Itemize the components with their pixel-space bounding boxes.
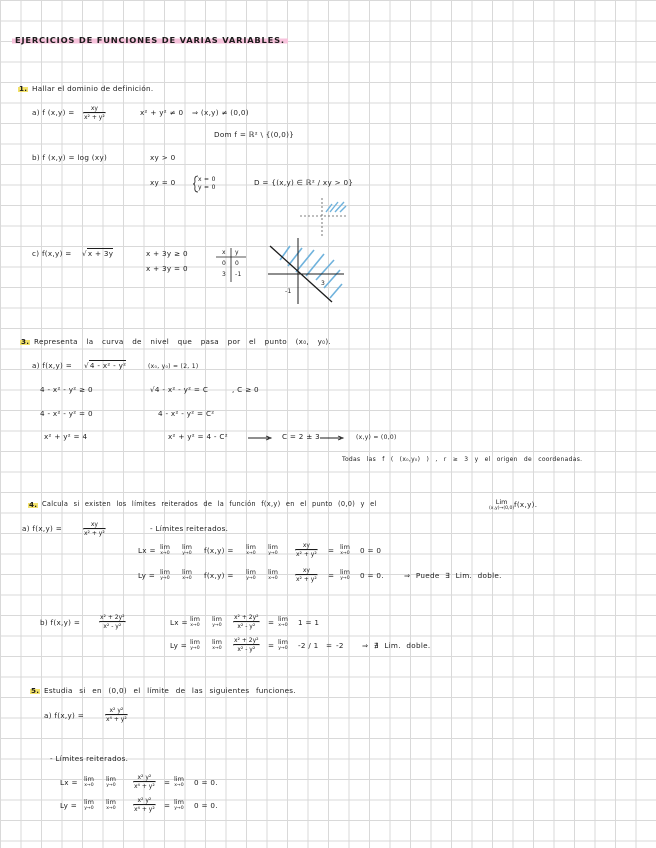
- quadrant-sketch: [300, 198, 360, 238]
- equals-sign: =: [328, 546, 335, 555]
- ex5-a-denominator: x⁴ + y²: [106, 716, 127, 723]
- ex5-note: - Límites reiterados.: [50, 754, 129, 763]
- denominator: x⁴ + y²: [134, 783, 155, 790]
- limit-x: [190, 616, 200, 628]
- exercise-3-heading: Representa la curva de nivel que pasa por el punto (x₀, y₀).: [34, 337, 332, 346]
- limit-subscript: x→0: [174, 783, 184, 788]
- graph-tick-3: 3: [321, 280, 326, 287]
- ex5-Ly-label: Ly =: [60, 801, 78, 810]
- ex1-a-implication: ⇒ (x,y) ≠ (0,0): [192, 108, 249, 117]
- limit-y: [190, 639, 200, 651]
- limit-y: [212, 616, 222, 628]
- ex1-c-radicand: x + 3y: [87, 249, 114, 258]
- ex4-a-label: a) f(x,y) =: [22, 524, 63, 533]
- limit-operator: lim: [268, 543, 278, 551]
- limit-subscript: y→0: [160, 576, 170, 581]
- ex4-b-Ly-result: -2: [336, 641, 344, 650]
- page-title: EJERCICIOS DE FUNCIONES DE VARIAS VARIABLES.: [12, 36, 288, 45]
- limit-operator: lim: [246, 543, 256, 551]
- denominator: x⁴ + y²: [134, 806, 155, 813]
- ex5-Ly-result: 0 = 0.: [194, 801, 218, 810]
- limit-subscript: y→0: [106, 783, 116, 788]
- limit-subscript: y→0: [340, 576, 350, 581]
- ex4-a-numerator: xy: [90, 521, 98, 528]
- ex1-b-condition: xy > 0: [150, 153, 176, 162]
- exercise-5-number: 5.: [31, 686, 40, 695]
- ex3-line-1: 4 - x² - y² ≥ 0: [40, 385, 93, 394]
- limit-y: [174, 799, 184, 811]
- ex3-a-radicand: 4 - x² - y²: [89, 361, 127, 370]
- limit-operator: lim: [106, 798, 116, 806]
- graph-tick-neg1: -1: [285, 288, 292, 295]
- ex4-a-conclusion: ⇒ Puede ∃ Lim. doble.: [404, 571, 502, 580]
- exercise-4-number: 4.: [29, 500, 38, 509]
- limit-x: [174, 776, 184, 788]
- limit-operator: lim: [268, 568, 278, 576]
- value-table-head-y: y: [235, 249, 239, 256]
- ex4-heading-limit: [489, 499, 514, 511]
- denominator: x² - y²: [237, 646, 256, 653]
- ex4-Lx-result: 0 = 0: [360, 546, 382, 555]
- limit-operator: lim: [84, 775, 94, 783]
- limit-y: [106, 776, 116, 788]
- ex3-line-3c: C = 2 ± 3: [282, 432, 321, 441]
- limit-operator: lim: [106, 775, 116, 783]
- limit-operator: lim: [278, 638, 288, 646]
- ex4-b-denominator: x² - y²: [103, 623, 122, 630]
- equals-sign: =: [164, 778, 171, 787]
- ex3-line-3b: x² + y² = 4 - C²: [168, 432, 228, 441]
- ex4-fxy: f(x,y) =: [204, 571, 234, 580]
- value-table-cell: 0: [222, 260, 227, 267]
- limit-y: [340, 569, 350, 581]
- limit-x: [106, 799, 116, 811]
- ex1-c-condition: x + 3y ≥ 0: [146, 249, 188, 258]
- arrow-right-icon: [320, 436, 344, 440]
- value-table-cell: 3: [222, 271, 227, 278]
- limit-subscript: x→0: [268, 576, 278, 581]
- arrow-right-icon: [248, 436, 272, 440]
- limit-subscript: y→0: [174, 806, 184, 811]
- numerator: x² y²: [137, 797, 152, 804]
- ex4-heading-end: f(x,y).: [514, 500, 538, 509]
- limit-x: [84, 776, 94, 788]
- limit-y: [278, 639, 288, 651]
- limit-subscript: x→0: [190, 623, 200, 628]
- equals-sign: =: [268, 641, 275, 650]
- ex5-a-fraction: [106, 707, 127, 723]
- limit-operator: lim: [212, 638, 222, 646]
- ex5-Lx-fraction: [134, 774, 155, 790]
- limit-subscript: y→0: [84, 806, 94, 811]
- ex5-a-label: a) f(x,y) =: [44, 711, 85, 720]
- ex1-a-numerator: xy: [90, 105, 98, 112]
- ex4-a-note: - Límites reiterados.: [150, 524, 229, 533]
- numerator: xy: [302, 542, 310, 549]
- limit-x: [160, 544, 170, 556]
- ex4-a-denominator: x² + y²: [84, 530, 105, 537]
- exercise-5-heading: Estudia si en (0,0) el límite de las siguientes funciones.: [44, 686, 296, 695]
- limit-subscript: (x,y)→(0,0): [489, 506, 515, 511]
- ex5-a-numerator: x² y²: [109, 707, 124, 714]
- ex1-a-fraction: [84, 105, 105, 121]
- limit-subscript: x→0: [212, 646, 222, 651]
- ex3-line-1b: √4 - x² - y² = C: [150, 385, 209, 394]
- ex3-a-point: (x₀, y₀) = (2, 1): [148, 363, 199, 370]
- ex4-b-Lx-fraction: [234, 614, 259, 630]
- limit-operator: lim: [160, 568, 170, 576]
- limit-subscript: x→0: [340, 551, 350, 556]
- denominator: x² + y²: [296, 551, 317, 558]
- limit-subscript: y→0: [212, 623, 222, 628]
- ex1-c-equation: x + 3y = 0: [146, 264, 188, 273]
- limit-x: [182, 569, 192, 581]
- limit-subscript: y→0: [190, 646, 200, 651]
- limit-y: [84, 799, 94, 811]
- ex4-Ly-label: Ly =: [138, 571, 156, 580]
- limit-operator: lim: [182, 543, 192, 551]
- ex5-Lx-label: Lx =: [60, 778, 78, 787]
- limit-operator: lim: [212, 615, 222, 623]
- limit-subscript: y→0: [278, 646, 288, 651]
- ex4-b-Ly-fraction: [234, 637, 259, 653]
- ex3-a-radical: √4 - x² - y²: [84, 361, 127, 370]
- exercise-1-heading: Hallar el dominio de definición.: [32, 84, 154, 93]
- ex3-line-2b: 4 - x² - y² = C²: [158, 409, 215, 418]
- limit-operator: lim: [340, 543, 350, 551]
- equals-sign: =: [326, 641, 333, 650]
- limit-subscript: y→0: [182, 551, 192, 556]
- ex3-line-3d: (x,y) = (0,0): [356, 434, 397, 441]
- ex4-b-conclusion: ⇒ ∄ Lim. doble.: [362, 641, 431, 650]
- limit-operator: lim: [174, 775, 184, 783]
- limit-x: [246, 544, 256, 556]
- limit-operator: lim: [190, 638, 200, 646]
- limit-subscript: x→0: [246, 551, 256, 556]
- denominator: x² + y²: [296, 576, 317, 583]
- ex5-Ly-fraction: [134, 797, 155, 813]
- limit-y: [160, 569, 170, 581]
- limit-subscript: x→0: [84, 783, 94, 788]
- limit-y: [268, 544, 278, 556]
- ex4-Lx-fraction: [296, 542, 317, 558]
- limit-subscript: x→0: [160, 551, 170, 556]
- limit-subscript: x→0: [278, 623, 288, 628]
- limit-x: [278, 616, 288, 628]
- numerator: x² + 2y²: [234, 637, 259, 644]
- numerator: xy: [302, 567, 310, 574]
- limit-x: [340, 544, 350, 556]
- ex5-Lx-result: 0 = 0.: [194, 778, 218, 787]
- ex1-c-label: c) f(x,y) =: [32, 249, 72, 258]
- ex4-Lx-label: Lx =: [138, 546, 156, 555]
- ex3-a-label: a) f(x,y) =: [32, 361, 73, 370]
- ex3-line-3: x² + y² = 4: [44, 432, 88, 441]
- limit-operator: lim: [278, 615, 288, 623]
- exercise-4-heading: Calcula si existen los límites reiterados de la función f(x,y) en el punto (0,0) y el: [42, 500, 377, 508]
- ex1-b-equation: xy = 0: [150, 178, 176, 187]
- exercise-3-number: 3.: [21, 337, 30, 346]
- limit-operator: lim: [182, 568, 192, 576]
- ex4-Ly-result: 0 = 0.: [360, 571, 384, 580]
- ex1-b-system-1: x = 0: [198, 176, 216, 183]
- denominator: x² - y²: [237, 623, 256, 630]
- ex1-a-condition: x² + y² ≠ 0: [140, 108, 184, 117]
- numerator: x² y²: [137, 774, 152, 781]
- half-plane-graph: [268, 238, 348, 310]
- limit-y: [246, 569, 256, 581]
- ex4-b-Lx-result: 1 = 1: [298, 618, 320, 627]
- ex4-a-fraction: [84, 521, 105, 537]
- limit-x: [268, 569, 278, 581]
- limit-operator: lim: [340, 568, 350, 576]
- value-table-head-x: x: [222, 249, 226, 256]
- ex4-b-Ly-mid: -2 / 1: [298, 641, 319, 650]
- limit-subscript: x→0: [182, 576, 192, 581]
- ex3-line-2: 4 - x² - y² = 0: [40, 409, 93, 418]
- ex4-Ly-fraction: [296, 567, 317, 583]
- exercise-1-number: 1.: [19, 84, 28, 93]
- ex4-b-Lx-label: Lx =: [170, 618, 188, 627]
- ex1-a-domain: Dom f = ℝ² \ {(0,0)}: [214, 130, 295, 139]
- equals-sign: =: [268, 618, 275, 627]
- equals-sign: =: [328, 571, 335, 580]
- limit-operator: lim: [246, 568, 256, 576]
- value-table-cell: -1: [235, 271, 242, 278]
- ex4-b-Ly-label: Ly =: [170, 641, 188, 650]
- ex3-conclusion: Todas las f ( (x₀,y₀) ) , r ≥ 3 y el origen de coordenadas.: [342, 456, 583, 463]
- limit-operator: lim: [174, 798, 184, 806]
- ex1-b-label: b) f (x,y) = log (xy): [32, 153, 108, 162]
- ex4-fxy: f(x,y) =: [204, 546, 234, 555]
- limit-operator: lim: [84, 798, 94, 806]
- limit-x: [212, 639, 222, 651]
- ex1-a-label: a) f (x,y) =: [32, 108, 75, 117]
- limit-subscript: y→0: [246, 576, 256, 581]
- ex3-line-1c: , C ≥ 0: [232, 385, 259, 394]
- limit-subscript: x→0: [106, 806, 116, 811]
- ex1-c-radical: √x + 3y: [82, 249, 114, 258]
- ex1-a-denominator: x² + y²: [84, 114, 105, 121]
- limit-subscript: y→0: [268, 551, 278, 556]
- numerator: x² + 2y²: [234, 614, 259, 621]
- ex4-b-fraction: [100, 614, 125, 630]
- equals-sign: =: [164, 801, 171, 810]
- ex1-b-domain: D = {(x,y) ∈ ℝ² / xy > 0}: [254, 178, 354, 187]
- limit-operator: Lim: [495, 498, 508, 506]
- ex4-b-numerator: x² + 2y²: [100, 614, 125, 621]
- value-table-cell: 0: [235, 260, 240, 267]
- limit-operator: lim: [160, 543, 170, 551]
- limit-operator: lim: [190, 615, 200, 623]
- ex1-b-system-2: y = 0: [198, 184, 216, 191]
- ex4-b-label: b) f(x,y) =: [40, 618, 81, 627]
- limit-y: [182, 544, 192, 556]
